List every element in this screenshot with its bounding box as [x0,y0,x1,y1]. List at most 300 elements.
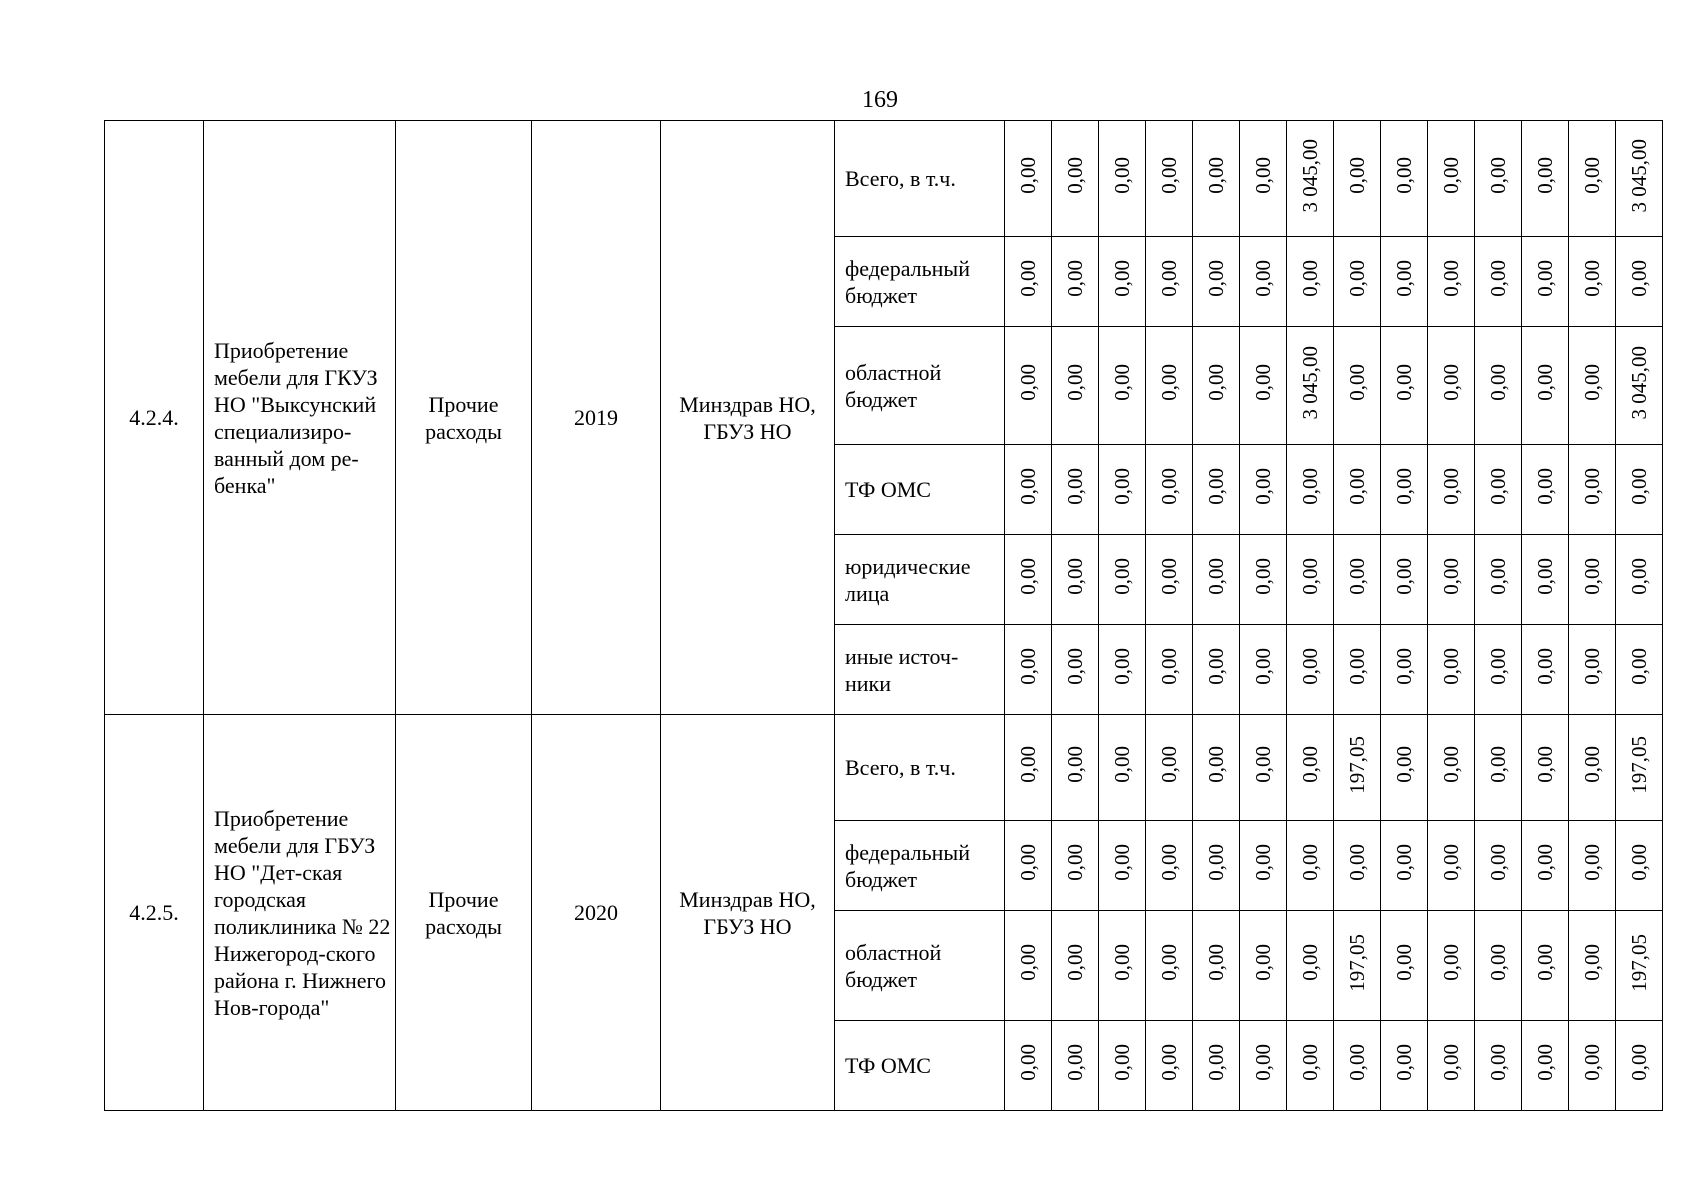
amount-cell [1475,445,1522,535]
amount-value: 0,00 [1392,1044,1416,1081]
amount-cell [1287,327,1334,445]
amount-cell [1287,911,1334,1021]
amount-value: 0,00 [1157,468,1181,505]
amount-value: 0,00 [1063,844,1087,881]
amount-cell [1428,625,1475,715]
amount-value: 0,00 [1251,944,1275,981]
amount-cell [1616,327,1663,445]
amount-cell [1334,821,1381,911]
amount-value: 0,00 [1486,746,1510,783]
amount-cell [1569,1021,1616,1111]
amount-value: 0,00 [1627,1044,1651,1081]
amount-cell [1099,715,1146,821]
amount-cell [1287,121,1334,237]
amount-cell [1428,715,1475,821]
amount-cell [1287,237,1334,327]
amount-value: 0,00 [1110,844,1134,881]
amount-cell [1146,821,1193,911]
amount-cell [1005,327,1052,445]
amount-cell [1475,821,1522,911]
amount-value: 0,00 [1204,746,1228,783]
amount-value: 0,00 [1439,260,1463,297]
amount-value: 0,00 [1486,1044,1510,1081]
amount-value: 0,00 [1016,364,1040,401]
amount-cell [1569,625,1616,715]
amount-value: 197,05 [1627,933,1651,992]
amount-cell [1099,625,1146,715]
amount-value: 0,00 [1533,157,1557,194]
amount-value: 0,00 [1063,648,1087,685]
amount-cell [1334,535,1381,625]
amount-cell [1475,1021,1522,1111]
expense-type: Прочие расходы [396,121,532,715]
amount-cell [1287,1021,1334,1111]
amount-value: 3 045,00 [1298,138,1322,213]
amount-cell [1616,1021,1663,1111]
amount-value: 0,00 [1110,1044,1134,1081]
amount-cell [1005,821,1052,911]
amount-cell [1616,121,1663,237]
amount-cell [1569,715,1616,821]
page-number: 169 [862,87,898,113]
amount-cell [1099,821,1146,911]
amount-value: 0,00 [1580,157,1604,194]
amount-cell [1193,535,1240,625]
amount-value: 0,00 [1063,944,1087,981]
amount-value: 0,00 [1533,260,1557,297]
amount-cell [1240,911,1287,1021]
amount-value: 0,00 [1016,468,1040,505]
amount-cell [1522,625,1569,715]
amount-cell [1287,821,1334,911]
item-code: 4.2.4. [105,121,204,715]
amount-value: 0,00 [1533,648,1557,685]
amount-cell [1334,911,1381,1021]
amount-cell [1052,1021,1099,1111]
amount-value: 0,00 [1486,364,1510,401]
amount-cell [1616,445,1663,535]
amount-value: 0,00 [1486,944,1510,981]
amount-cell [1334,715,1381,821]
amount-value: 0,00 [1580,364,1604,401]
amount-value: 3 045,00 [1627,138,1651,213]
amount-value: 0,00 [1486,558,1510,595]
amount-value: 0,00 [1345,157,1369,194]
amount-value: 0,00 [1439,558,1463,595]
amount-cell [1193,821,1240,911]
amount-value: 0,00 [1298,944,1322,981]
amount-value: 0,00 [1627,558,1651,595]
item-description: Приобретение мебели для ГКУЗ НО "Выксунский специализиро-ванный дом ре-бенка" [204,121,396,715]
amount-cell [1146,327,1193,445]
amount-value: 0,00 [1392,157,1416,194]
amount-value: 0,00 [1580,1044,1604,1081]
amount-cell [1475,715,1522,821]
amount-value: 0,00 [1392,558,1416,595]
amount-value: 0,00 [1063,157,1087,194]
amount-cell [1240,821,1287,911]
amount-value: 0,00 [1580,844,1604,881]
item-year: 2020 [532,715,661,1111]
amount-value: 0,00 [1392,648,1416,685]
amount-value: 0,00 [1392,468,1416,505]
amount-cell [1569,445,1616,535]
amount-value: 0,00 [1251,558,1275,595]
amount-cell [1381,715,1428,821]
amount-value: 0,00 [1580,944,1604,981]
amount-value: 0,00 [1392,746,1416,783]
amount-value: 0,00 [1392,260,1416,297]
amount-value: 197,05 [1345,735,1369,794]
funding-source: федеральный бюджет [835,821,1005,911]
amount-value: 0,00 [1486,648,1510,685]
amount-value: 0,00 [1533,1044,1557,1081]
amount-value: 0,00 [1439,157,1463,194]
amount-cell [1052,625,1099,715]
amount-value: 0,00 [1580,468,1604,505]
amount-value: 0,00 [1486,844,1510,881]
amount-value: 0,00 [1063,468,1087,505]
amount-cell [1099,445,1146,535]
amount-value: 197,05 [1345,933,1369,992]
amount-cell [1428,237,1475,327]
amount-cell [1475,121,1522,237]
amount-value: 0,00 [1063,746,1087,783]
amount-cell [1193,715,1240,821]
amount-cell [1005,911,1052,1021]
amount-cell [1287,535,1334,625]
amount-cell [1005,1021,1052,1111]
amount-cell [1287,715,1334,821]
amount-value: 0,00 [1580,558,1604,595]
amount-cell [1569,237,1616,327]
amount-value: 0,00 [1439,746,1463,783]
amount-value: 0,00 [1533,364,1557,401]
amount-value: 0,00 [1110,944,1134,981]
amount-value: 0,00 [1251,1044,1275,1081]
amount-cell [1240,327,1287,445]
amount-cell [1052,121,1099,237]
amount-value: 0,00 [1392,364,1416,401]
amount-cell [1334,1021,1381,1111]
amount-cell [1381,535,1428,625]
amount-cell [1005,625,1052,715]
amount-cell [1005,445,1052,535]
amount-cell [1334,625,1381,715]
amount-cell [1099,121,1146,237]
amount-value: 0,00 [1298,468,1322,505]
amount-value: 3 045,00 [1627,345,1651,420]
amount-value: 0,00 [1345,260,1369,297]
amount-value: 0,00 [1298,1044,1322,1081]
amount-value: 0,00 [1157,944,1181,981]
amount-value: 0,00 [1627,844,1651,881]
amount-cell [1475,327,1522,445]
amount-value: 0,00 [1016,1044,1040,1081]
amount-value: 0,00 [1204,364,1228,401]
amount-value: 0,00 [1298,844,1322,881]
amount-cell [1240,715,1287,821]
amount-cell [1428,1021,1475,1111]
amount-value: 0,00 [1251,260,1275,297]
amount-value: 0,00 [1063,1044,1087,1081]
funding-source: федеральный бюджет [835,237,1005,327]
amount-cell [1616,535,1663,625]
amount-cell [1193,237,1240,327]
amount-cell [1428,535,1475,625]
amount-cell [1052,911,1099,1021]
amount-cell [1569,911,1616,1021]
amount-value: 0,00 [1251,746,1275,783]
amount-value: 0,00 [1439,944,1463,981]
amount-value: 0,00 [1439,468,1463,505]
amount-cell [1193,445,1240,535]
amount-cell [1287,625,1334,715]
amount-value: 0,00 [1251,468,1275,505]
amount-cell [1381,445,1428,535]
amount-value: 0,00 [1251,157,1275,194]
expense-type: Прочие расходы [396,715,532,1111]
amount-cell [1569,821,1616,911]
amount-value: 0,00 [1345,1044,1369,1081]
amount-value: 0,00 [1157,844,1181,881]
amount-cell [1052,445,1099,535]
amount-cell [1616,911,1663,1021]
amount-cell [1428,445,1475,535]
amount-value: 0,00 [1251,364,1275,401]
amount-cell [1099,327,1146,445]
amount-value: 0,00 [1627,260,1651,297]
amount-value: 0,00 [1204,944,1228,981]
amount-cell [1381,625,1428,715]
amount-cell [1522,1021,1569,1111]
amount-cell [1099,1021,1146,1111]
amount-value: 0,00 [1345,364,1369,401]
table-row [105,121,1663,237]
funding-source: областной бюджет [835,911,1005,1021]
amount-cell [1052,327,1099,445]
item-code: 4.2.5. [105,715,204,1111]
amount-value: 0,00 [1345,558,1369,595]
amount-cell [1193,911,1240,1021]
amount-cell [1240,445,1287,535]
amount-cell [1287,445,1334,535]
amount-value: 0,00 [1251,844,1275,881]
amount-cell [1428,121,1475,237]
amount-value: 0,00 [1204,157,1228,194]
funding-source: Всего, в т.ч. [835,715,1005,821]
budget-table [104,120,1663,1111]
amount-cell [1428,911,1475,1021]
table-body [105,121,1663,1111]
amount-cell [1334,237,1381,327]
amount-value: 0,00 [1392,944,1416,981]
amount-cell [1240,535,1287,625]
amount-cell [1381,1021,1428,1111]
amount-cell [1522,121,1569,237]
amount-value: 0,00 [1533,844,1557,881]
amount-cell [1240,121,1287,237]
amount-cell [1475,237,1522,327]
amount-value: 0,00 [1110,558,1134,595]
amount-value: 0,00 [1157,1044,1181,1081]
amount-value: 0,00 [1110,468,1134,505]
amount-cell [1381,911,1428,1021]
amount-value: 0,00 [1345,844,1369,881]
amount-cell [1146,121,1193,237]
amount-value: 0,00 [1016,944,1040,981]
amount-cell [1146,445,1193,535]
amount-value: 0,00 [1580,648,1604,685]
amount-value: 0,00 [1110,260,1134,297]
amount-cell [1522,535,1569,625]
funding-source: юридические лица [835,535,1005,625]
amount-cell [1428,327,1475,445]
amount-cell [1522,237,1569,327]
item-description: Приобретение мебели для ГБУЗ НО "Дет-ская городская поликлиника № 22 Нижегород-ского района г. Нижнего Нов-города" [204,715,396,1111]
amount-value: 0,00 [1016,648,1040,685]
amount-value: 0,00 [1204,844,1228,881]
funding-source: областной бюджет [835,327,1005,445]
amount-value: 0,00 [1204,558,1228,595]
amount-cell [1099,237,1146,327]
amount-cell [1522,715,1569,821]
amount-value: 0,00 [1486,157,1510,194]
amount-value: 0,00 [1345,648,1369,685]
funding-source: Всего, в т.ч. [835,121,1005,237]
amount-cell [1475,911,1522,1021]
amount-value: 0,00 [1016,746,1040,783]
amount-cell [1475,535,1522,625]
amount-cell [1522,327,1569,445]
amount-cell [1616,625,1663,715]
amount-value: 0,00 [1439,844,1463,881]
amount-cell [1146,535,1193,625]
amount-value: 0,00 [1298,260,1322,297]
amount-value: 0,00 [1016,844,1040,881]
amount-cell [1146,1021,1193,1111]
amount-value: 0,00 [1063,260,1087,297]
amount-value: 0,00 [1110,364,1134,401]
amount-cell [1099,535,1146,625]
amount-cell [1569,121,1616,237]
amount-value: 0,00 [1016,558,1040,595]
amount-value: 0,00 [1533,468,1557,505]
amount-cell [1334,327,1381,445]
executor: Минздрав НО, ГБУЗ НО [661,715,835,1111]
amount-value: 0,00 [1063,364,1087,401]
amount-value: 0,00 [1580,260,1604,297]
amount-cell [1616,237,1663,327]
amount-value: 0,00 [1439,648,1463,685]
amount-value: 0,00 [1627,468,1651,505]
funding-source: ТФ ОМС [835,445,1005,535]
amount-cell [1052,715,1099,821]
amount-cell [1193,1021,1240,1111]
amount-value: 0,00 [1063,558,1087,595]
amount-cell [1240,1021,1287,1111]
amount-value: 0,00 [1204,648,1228,685]
amount-cell [1005,121,1052,237]
amount-cell [1616,821,1663,911]
amount-cell [1146,625,1193,715]
amount-value: 0,00 [1439,364,1463,401]
amount-cell [1569,535,1616,625]
amount-cell [1569,327,1616,445]
amount-value: 0,00 [1486,468,1510,505]
amount-cell [1428,821,1475,911]
funding-source: ТФ ОМС [835,1021,1005,1111]
amount-cell [1146,715,1193,821]
amount-cell [1052,821,1099,911]
amount-cell [1146,237,1193,327]
amount-value: 197,05 [1627,735,1651,794]
amount-cell [1005,535,1052,625]
amount-value: 0,00 [1157,364,1181,401]
amount-cell [1240,237,1287,327]
amount-cell [1146,911,1193,1021]
amount-value: 0,00 [1533,558,1557,595]
amount-value: 0,00 [1298,648,1322,685]
amount-value: 0,00 [1439,1044,1463,1081]
amount-value: 0,00 [1157,157,1181,194]
amount-value: 0,00 [1627,648,1651,685]
amount-value: 0,00 [1157,746,1181,783]
amount-value: 0,00 [1392,844,1416,881]
amount-cell [1616,715,1663,821]
amount-value: 0,00 [1204,468,1228,505]
item-year: 2019 [532,121,661,715]
amount-cell [1381,237,1428,327]
amount-value: 0,00 [1533,944,1557,981]
amount-value: 0,00 [1157,260,1181,297]
amount-cell [1381,327,1428,445]
amount-value: 3 045,00 [1298,345,1322,420]
amount-cell [1334,445,1381,535]
funding-source: иные источ-ники [835,625,1005,715]
amount-cell [1005,237,1052,327]
amount-cell [1052,535,1099,625]
amount-value: 0,00 [1016,260,1040,297]
amount-cell [1475,625,1522,715]
amount-value: 0,00 [1110,648,1134,685]
table-row [105,715,1663,821]
amount-cell [1052,237,1099,327]
amount-cell [1099,911,1146,1021]
executor: Минздрав НО, ГБУЗ НО [661,121,835,715]
amount-cell [1522,821,1569,911]
amount-value: 0,00 [1345,468,1369,505]
amount-cell [1522,911,1569,1021]
amount-cell [1334,121,1381,237]
amount-value: 0,00 [1110,157,1134,194]
amount-value: 0,00 [1157,648,1181,685]
amount-cell [1381,121,1428,237]
amount-value: 0,00 [1157,558,1181,595]
amount-cell [1193,121,1240,237]
amount-value: 0,00 [1533,746,1557,783]
amount-value: 0,00 [1204,1044,1228,1081]
amount-value: 0,00 [1251,648,1275,685]
amount-value: 0,00 [1298,746,1322,783]
amount-value: 0,00 [1204,260,1228,297]
amount-value: 0,00 [1580,746,1604,783]
amount-cell [1193,327,1240,445]
amount-value: 0,00 [1110,746,1134,783]
amount-value: 0,00 [1486,260,1510,297]
amount-value: 0,00 [1016,157,1040,194]
amount-cell [1005,715,1052,821]
